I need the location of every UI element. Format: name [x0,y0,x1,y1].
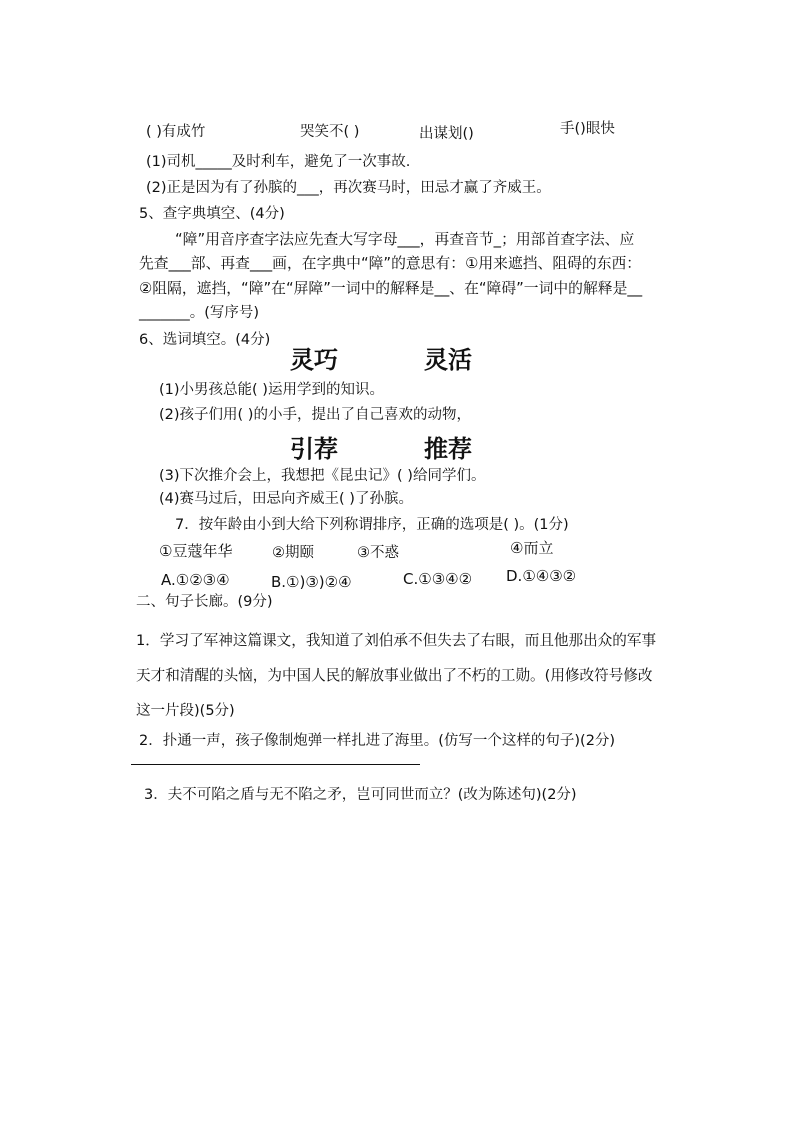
section-2-title: 二、句子长廊。(9分) [136,594,273,610]
s2-q2-answer-line [131,764,420,765]
q7-term-1: ①豆蔻年华 [159,542,233,560]
q7-option-c: C.①③④② [403,570,473,588]
q7-term-2: ②期颐 [272,545,314,561]
q5-line-3: ②阻隔，遮挡，“障”在“屏障”一词中的解释是__、在“障碍”一词中的解释是__ [139,280,643,297]
q7-option-a: A.①②③④ [161,571,230,589]
idiom-blank-1: ( )有成竹 [146,124,206,140]
q6-word-linghuo: 灵活 [424,345,472,374]
q6-word-yinjian: 引荐 [290,434,338,463]
q6-sentence-1: (1)小男孩总能( )运用学到的知识。 [159,382,384,398]
s2-q2: 2．扑通一声，孩子像制炮弹一样扎进了海里。(仿写一个这样的句子)(2分) [139,733,616,749]
q7-term-3: ③不惑 [357,545,399,561]
q6-title: 6、选词填空。(4分) [139,332,271,348]
q7-option-d: D.①④③② [506,567,577,585]
q5-line-1: “障”用音序查字法应先查大写字母___，再查音节_；用部首查字法、应 [175,231,635,248]
idiom-blank-2: 哭笑不( ) [300,124,360,140]
idiom-sentence-2: (2)正是因为有了孙膑的___，再次赛马时，田忌才赢了齐威王。 [146,180,551,196]
q5-title: 5、查字典填空、(4分) [139,206,285,222]
q6-sentence-4: (4)赛马过后，田忌向齐威王( )了孙膑。 [159,491,413,507]
q7-question: 7．按年龄由小到大给下列称谓排序，正确的选项是( )。(1分) [175,517,569,533]
s2-q1-line-1: 1．学习了军神这篇课文，我知道了刘伯承不但失去了右眼，而且他那出众的军事 [136,632,657,649]
q6-word-tuijian: 推荐 [424,434,472,463]
q5-line-2: 先查___部、再查___画，在字典中“障”的意思有：①用来遮挡、阻碍的东西： [139,255,642,272]
s2-q3: 3．夫不可陷之盾与无不陷之矛，岂可同世而立？(改为陈述句)(2分) [144,787,577,803]
q7-option-b: B.①)③)②④ [271,573,352,591]
q5-line-4: _______。(写序号) [139,305,260,321]
idiom-sentence-1: (1)司机_____及时利车，避免了一次事故. [146,154,411,170]
idiom-blank-4: 手()眼快 [560,121,615,137]
q6-sentence-3: (3)下次推介会上，我想把《昆虫记》( )给同学们。 [159,468,486,484]
q7-term-4: ④而立 [510,539,554,557]
idiom-blank-3: 出谋划() [419,126,474,142]
s2-q1-line-3: 这一片段)(5分) [136,703,235,719]
s2-q1-line-2: 天才和清醒的头恼，为中国人民的解放事业做出了不朽的工勋。(用修改符号修改 [136,667,653,684]
q6-word-lingqiao: 灵巧 [290,345,338,374]
q6-sentence-2: (2)孩子们用( )的小手，提出了自己喜欢的动物， [159,407,471,423]
